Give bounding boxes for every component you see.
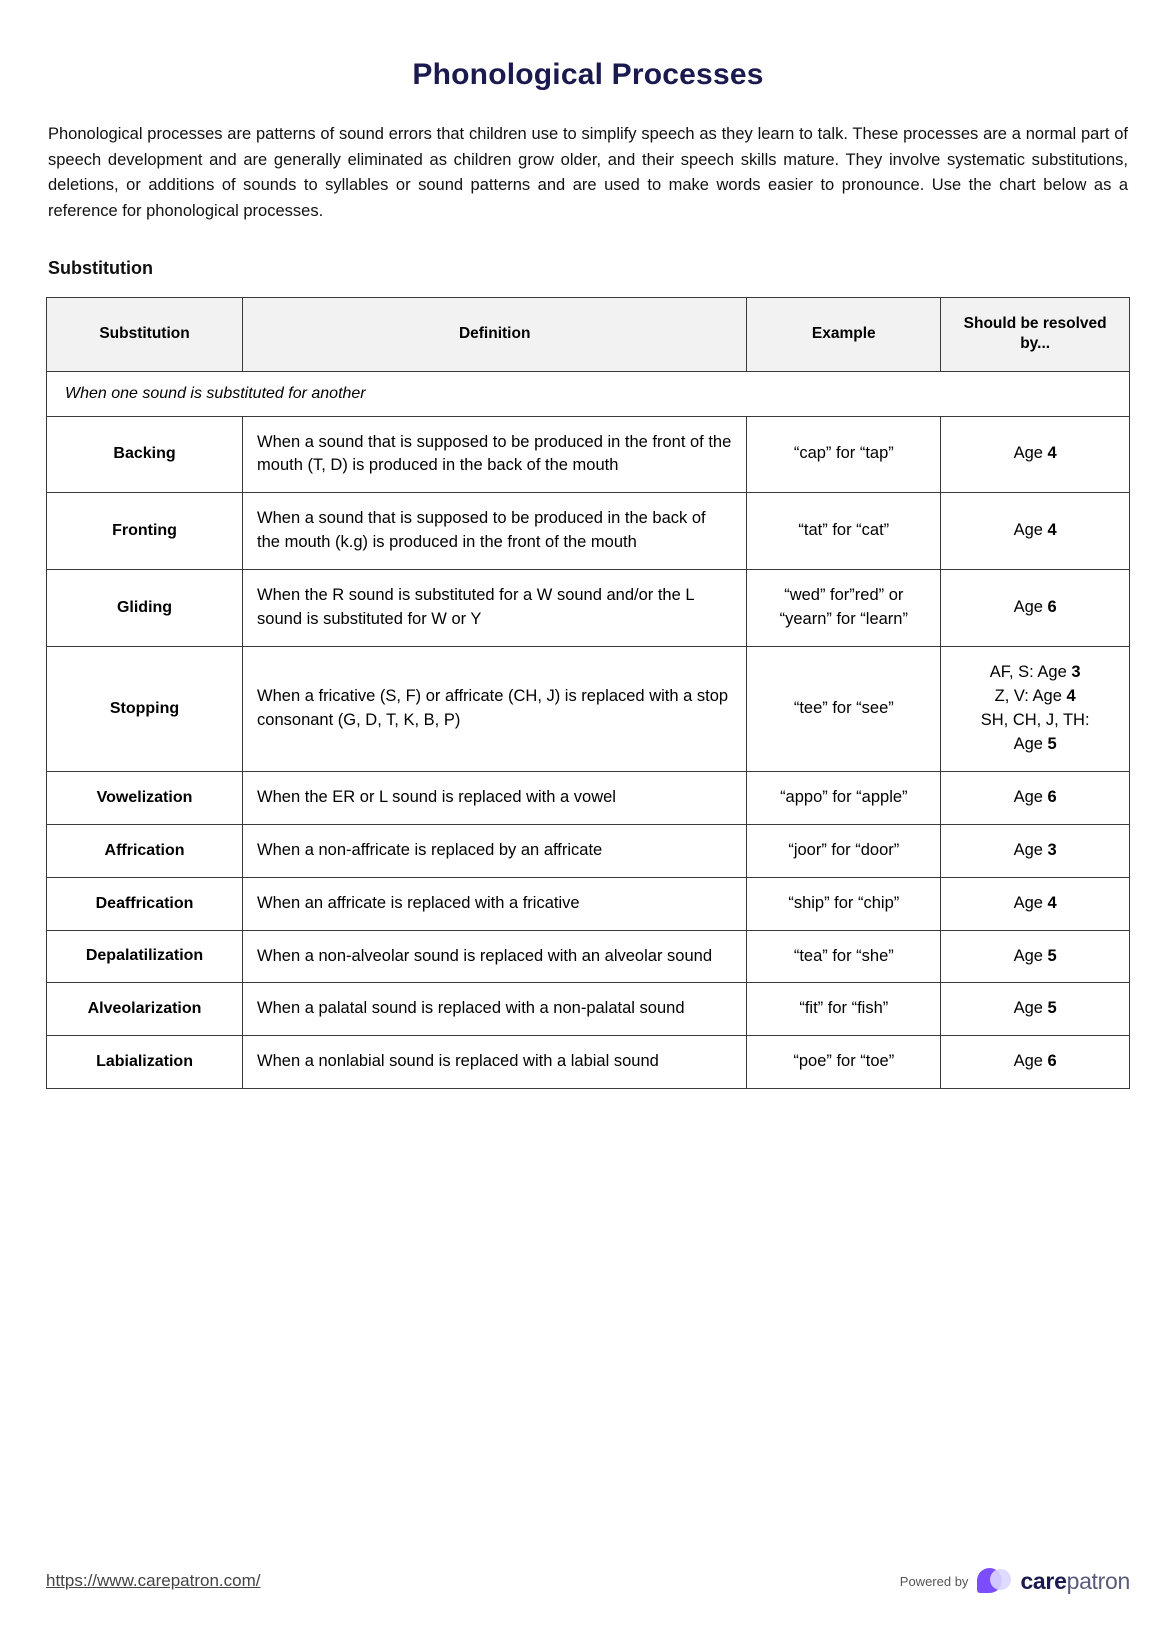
carepatron-wordmark xyxy=(1020,1568,1130,1595)
process-example-cell: “tat” for “cat” xyxy=(747,493,941,570)
carepatron-logo-icon xyxy=(977,1566,1011,1596)
wordmark-care: care xyxy=(1020,1567,1067,1594)
wordmark-patron: patron xyxy=(1066,1567,1130,1594)
table-row xyxy=(47,877,1130,930)
process-name-cell: Stopping xyxy=(47,647,243,772)
page-footer xyxy=(46,1566,1130,1596)
table-row xyxy=(47,416,1130,493)
process-resolved-by-cell: Age 5 xyxy=(941,983,1130,1036)
process-definition-cell: When a sound that is supposed to be produced in the back of the mouth (k.g) is produced in the front of the mouth xyxy=(243,493,747,570)
process-example-cell: “tee” for “see” xyxy=(747,647,941,772)
process-resolved-by-cell: Age 6 xyxy=(941,1036,1130,1089)
table-body xyxy=(47,371,1130,1089)
process-name-cell: Backing xyxy=(47,416,243,493)
table-row xyxy=(47,983,1130,1036)
process-example-cell: “poe” for “toe” xyxy=(747,1036,941,1089)
table-row xyxy=(47,1036,1130,1089)
process-name-cell: Affrication xyxy=(47,824,243,877)
process-name-cell: Labialization xyxy=(47,1036,243,1089)
process-example-cell: “cap” for “tap” xyxy=(747,416,941,493)
process-name-cell: Deaffrication xyxy=(47,877,243,930)
process-example-cell: “ship” for “chip” xyxy=(747,877,941,930)
column-header-substitution: Substitution xyxy=(47,298,243,371)
process-example-cell: “appo” for “apple” xyxy=(747,771,941,824)
process-example-cell: “wed” for”red” or “yearn” for “learn” xyxy=(747,570,941,647)
page-title: Phonological Processes xyxy=(412,58,764,91)
column-header-resolved-by: Should be resolved by... xyxy=(941,298,1130,371)
powered-by-block xyxy=(900,1566,1130,1596)
process-resolved-by-cell: AF, S: Age 3 Z, V: Age 4 SH, CH, J, TH: Age 5 xyxy=(941,647,1130,772)
column-header-definition: Definition xyxy=(243,298,747,371)
process-name-cell: Depalatilization xyxy=(47,930,243,983)
process-definition-cell: When a nonlabial sound is replaced with a labial sound xyxy=(243,1036,747,1089)
table-row xyxy=(47,570,1130,647)
process-name-cell: Fronting xyxy=(47,493,243,570)
process-definition-cell: When a sound that is supposed to be produced in the front of the mouth (T, D) is produced in the back of the mouth xyxy=(243,416,747,493)
process-resolved-by-cell: Age 6 xyxy=(941,570,1130,647)
process-definition-cell: When a palatal sound is replaced with a non-palatal sound xyxy=(243,983,747,1036)
table-row xyxy=(47,824,1130,877)
process-resolved-by-cell: Age 4 xyxy=(941,416,1130,493)
process-definition-cell: When a non-affricate is replaced by an affricate xyxy=(243,824,747,877)
column-header-example: Example xyxy=(747,298,941,371)
table-header-row xyxy=(47,298,1130,371)
process-resolved-by-cell: Age 3 xyxy=(941,824,1130,877)
process-resolved-by-cell: Age 6 xyxy=(941,771,1130,824)
group-label: When one sound is substituted for another xyxy=(47,371,1130,416)
table-group-row xyxy=(47,371,1130,416)
process-resolved-by-cell: Age 5 xyxy=(941,930,1130,983)
process-example-cell: “tea” for “she” xyxy=(747,930,941,983)
section-heading-substitution: Substitution xyxy=(48,258,153,279)
table-row xyxy=(47,647,1130,772)
table-row xyxy=(47,930,1130,983)
process-example-cell: “fit” for “fish” xyxy=(747,983,941,1036)
footer-url-link[interactable]: https://www.carepatron.com/ xyxy=(46,1571,261,1590)
process-resolved-by-cell: Age 4 xyxy=(941,493,1130,570)
table-row xyxy=(47,493,1130,570)
process-definition-cell: When a non-alveolar sound is replaced with an alveolar sound xyxy=(243,930,747,983)
process-name-cell: Alveolarization xyxy=(47,983,243,1036)
process-definition-cell: When the R sound is substituted for a W sound and/or the L sound is substituted for W or Y xyxy=(243,570,747,647)
process-name-cell: Gliding xyxy=(47,570,243,647)
table-row xyxy=(47,771,1130,824)
process-resolved-by-cell: Age 4 xyxy=(941,877,1130,930)
phonological-processes-table xyxy=(46,297,1130,1089)
process-definition-cell: When a fricative (S, F) or affricate (CH, J) is replaced with a stop consonant (G, D, T, K, B, P) xyxy=(243,647,747,772)
process-definition-cell: When the ER or L sound is replaced with a vowel xyxy=(243,771,747,824)
intro-paragraph: Phonological processes are patterns of sound errors that children use to simplify speech as they learn to talk. These processes are a normal part of speech development and are generally eliminated as children grow older, and their speech skills mature. They involve systematic substitutions, deletions, or additions of sounds to syllables or sound patterns and are used to make words easier to pronounce. Use the chart below as a reference for phonological processes. xyxy=(48,125,1128,220)
powered-by-label: Powered by xyxy=(899,1573,969,1589)
process-name-cell: Vowelization xyxy=(47,771,243,824)
process-example-cell: “joor” for “door” xyxy=(747,824,941,877)
process-definition-cell: When an affricate is replaced with a fricative xyxy=(243,877,747,930)
